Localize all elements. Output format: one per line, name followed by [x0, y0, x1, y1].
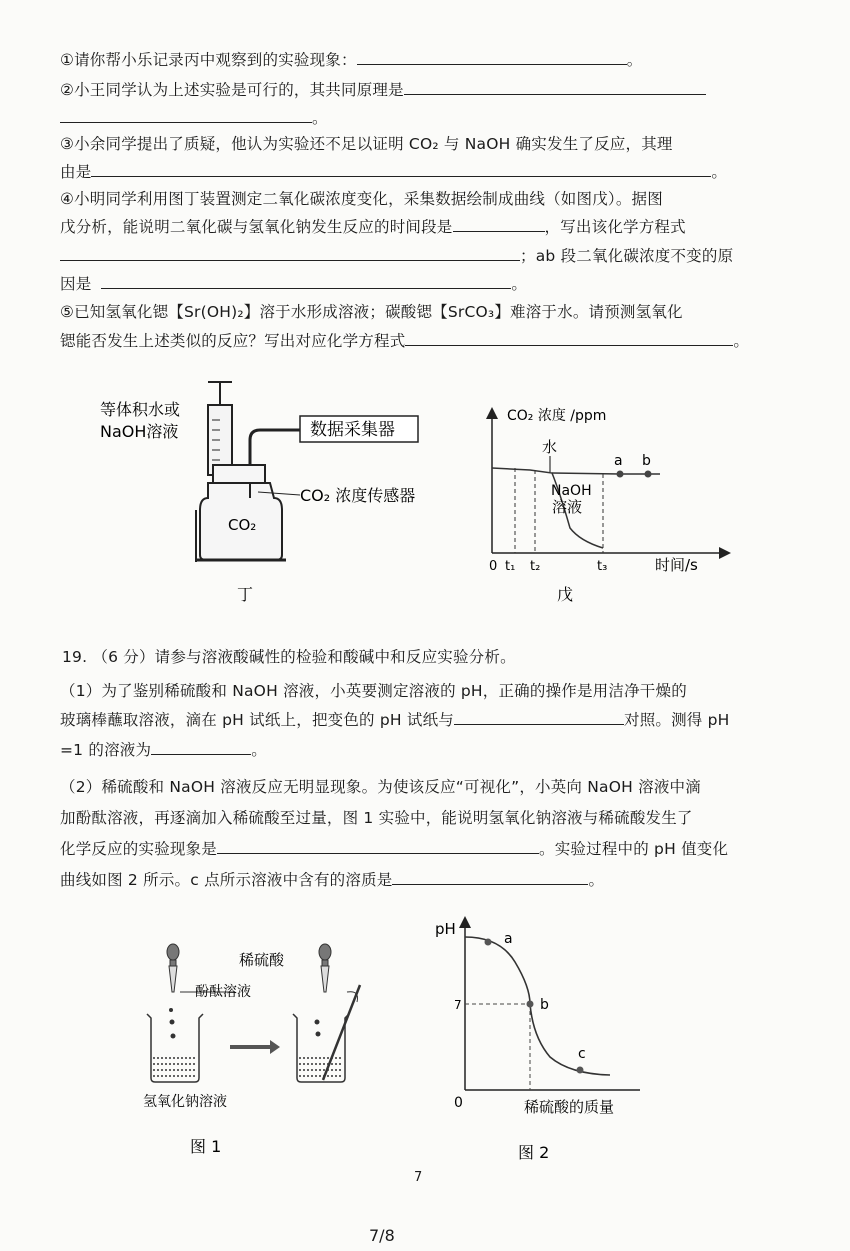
q18-line-9: 因是 。 [60, 275, 528, 293]
figure-2-ph-chart [420, 912, 650, 1167]
answer-blank[interactable] [60, 248, 520, 261]
point-b-marker [645, 471, 652, 478]
collector-label: 数据采集器 [310, 420, 395, 440]
water-label: 水 [542, 438, 558, 456]
figure-1-caption: 图 1 [190, 1137, 222, 1156]
figure-wu-caption: 戊 [557, 585, 574, 604]
origin-label: 0 [489, 559, 498, 574]
q18-line-6: ④小明同学利用图丁装置测定二氧化碳浓度变化，采集数据绘制成曲线（如图戊）。据图 [60, 190, 663, 208]
point-c-label: c [578, 1046, 586, 1062]
q18-line-2: ②小王同学认为上述实验是可行的，其共同原理是 [60, 78, 706, 100]
naoh-label-2: 溶液 [552, 498, 583, 516]
sensor-label: CO₂ 浓度传感器 [300, 486, 416, 505]
bottle-label: CO₂ [228, 516, 257, 534]
q19-line-8: 曲线如图 2 所示。c 点所示溶液中含有的溶质是 。 [60, 871, 605, 889]
y-axis-label: pH [435, 920, 456, 938]
answer-blank[interactable] [392, 872, 588, 885]
point-b-marker [527, 1001, 534, 1008]
q19-line-2: （1）为了鉴别稀硫酸和 NaOH 溶液，小英要测定溶液的 pH，正确的操作是用洁净干燥的 [60, 682, 687, 700]
page-number-inner: 7 [414, 1170, 423, 1185]
figure-wu-chart [480, 398, 740, 608]
figure-2-caption: 图 2 [518, 1143, 550, 1162]
figure-ding-caption: 丁 [237, 585, 254, 604]
bottle-icon [200, 465, 282, 560]
q19-line-6: 加酚酞溶液，再逐滴加入稀硫酸至过量，图 1 实验中，能说明氢氧化钠溶液与稀硫酸发生了 [60, 809, 693, 827]
ph7-label: 7 [454, 998, 462, 1012]
origin-label: 0 [454, 1095, 463, 1111]
x-axis-label: 时间/s [655, 556, 698, 574]
point-a-marker [617, 471, 624, 478]
answer-blank[interactable] [405, 333, 733, 346]
answer-blank[interactable] [151, 742, 251, 755]
q19-line-4: =1 的溶液为 。 [60, 741, 267, 759]
glass-rod-icon [323, 985, 360, 1080]
point-b-label: b [642, 453, 651, 469]
beaker-icon [293, 1014, 349, 1082]
arrow-right-icon [230, 1040, 280, 1054]
q18-line-1: ①请你帮小乐记录丙中观察到的实验现象： 。 [60, 51, 643, 69]
q18-line-7: 戊分析，能说明二氧化碳与氢氧化钠发生反应的时间段是 ，写出该化学方程式 [60, 218, 686, 236]
naoh-curve [492, 468, 603, 548]
q18-line-3: 。 [60, 106, 328, 128]
x-axis-label: 稀硫酸的质量 [524, 1098, 615, 1116]
q19-line-3: 玻璃棒蘸取溶液，滴在 pH 试纸上，把变色的 pH 试纸与 对照。测得 pH [60, 711, 730, 729]
point-a-marker [485, 939, 492, 946]
point-a-label: a [614, 453, 623, 469]
q19-line-5: （2）稀硫酸和 NaOH 溶液反应无明显现象。为使该反应“可视化”，小英向 NaOH 溶液中滴 [60, 778, 701, 796]
water-curve [552, 473, 660, 474]
ph-curve [465, 937, 610, 1075]
y-axis-label: CO₂ 浓度 /ppm [507, 408, 607, 424]
point-c-marker [577, 1067, 584, 1074]
answer-blank[interactable] [453, 219, 545, 232]
syringe-label-2: NaOH溶液 [100, 422, 179, 441]
q18-line-8: ；ab 段二氧化碳浓度不变的原 [60, 244, 733, 266]
beaker-icon [147, 1014, 203, 1082]
point-b-label: b [540, 997, 549, 1013]
answer-blank[interactable] [404, 82, 706, 95]
t2-label: t₂ [530, 559, 541, 574]
phenolphthalein-label: 酚酞溶液 [195, 984, 251, 1000]
q19-line-7: 化学反应的实验现象是 。实验过程中的 pH 值变化 [60, 840, 729, 858]
page-footer: 7/8 [369, 1226, 395, 1245]
naoh-label-1: NaOH [551, 483, 592, 499]
figure-1-experiment [135, 930, 370, 1160]
point-a-label: a [504, 931, 513, 947]
q18-line-10: ⑤已知氢氧化锶【Sr(OH)₂】溶于水形成溶液；碳酸锶【SrCO₃】难溶于水。请预测氢氧化 [60, 303, 683, 321]
q19-heading: 19. （6 分）请参与溶液酸碱性的检验和酸碱中和反应实验分析。 [62, 648, 516, 666]
dropper-icon [167, 944, 179, 992]
q18-line-4: ③小余同学提出了质疑，他认为实验还不足以证明 CO₂ 与 NaOH 确实发生了反应，其理 [60, 135, 673, 153]
answer-blank[interactable] [454, 712, 624, 725]
answer-blank[interactable] [101, 276, 511, 289]
naoh-solution-label: 氢氧化钠溶液 [143, 1094, 227, 1110]
answer-blank[interactable] [91, 164, 711, 177]
figure-ding-apparatus [90, 370, 460, 605]
answer-blank[interactable] [217, 841, 539, 854]
t3-label: t₃ [597, 559, 608, 574]
sulfuric-acid-label: 稀硫酸 [239, 951, 285, 969]
syringe-label-1: 等体积水或 [100, 400, 181, 419]
t1-label: t₁ [505, 559, 516, 574]
answer-blank[interactable] [60, 110, 312, 123]
q18-line-5: 由是 。 [60, 163, 728, 181]
answer-blank[interactable] [357, 52, 627, 65]
dropper-icon [319, 944, 331, 992]
q18-line-11: 锶能否发生上述类似的反应？写出对应化学方程式 。 [60, 332, 750, 350]
